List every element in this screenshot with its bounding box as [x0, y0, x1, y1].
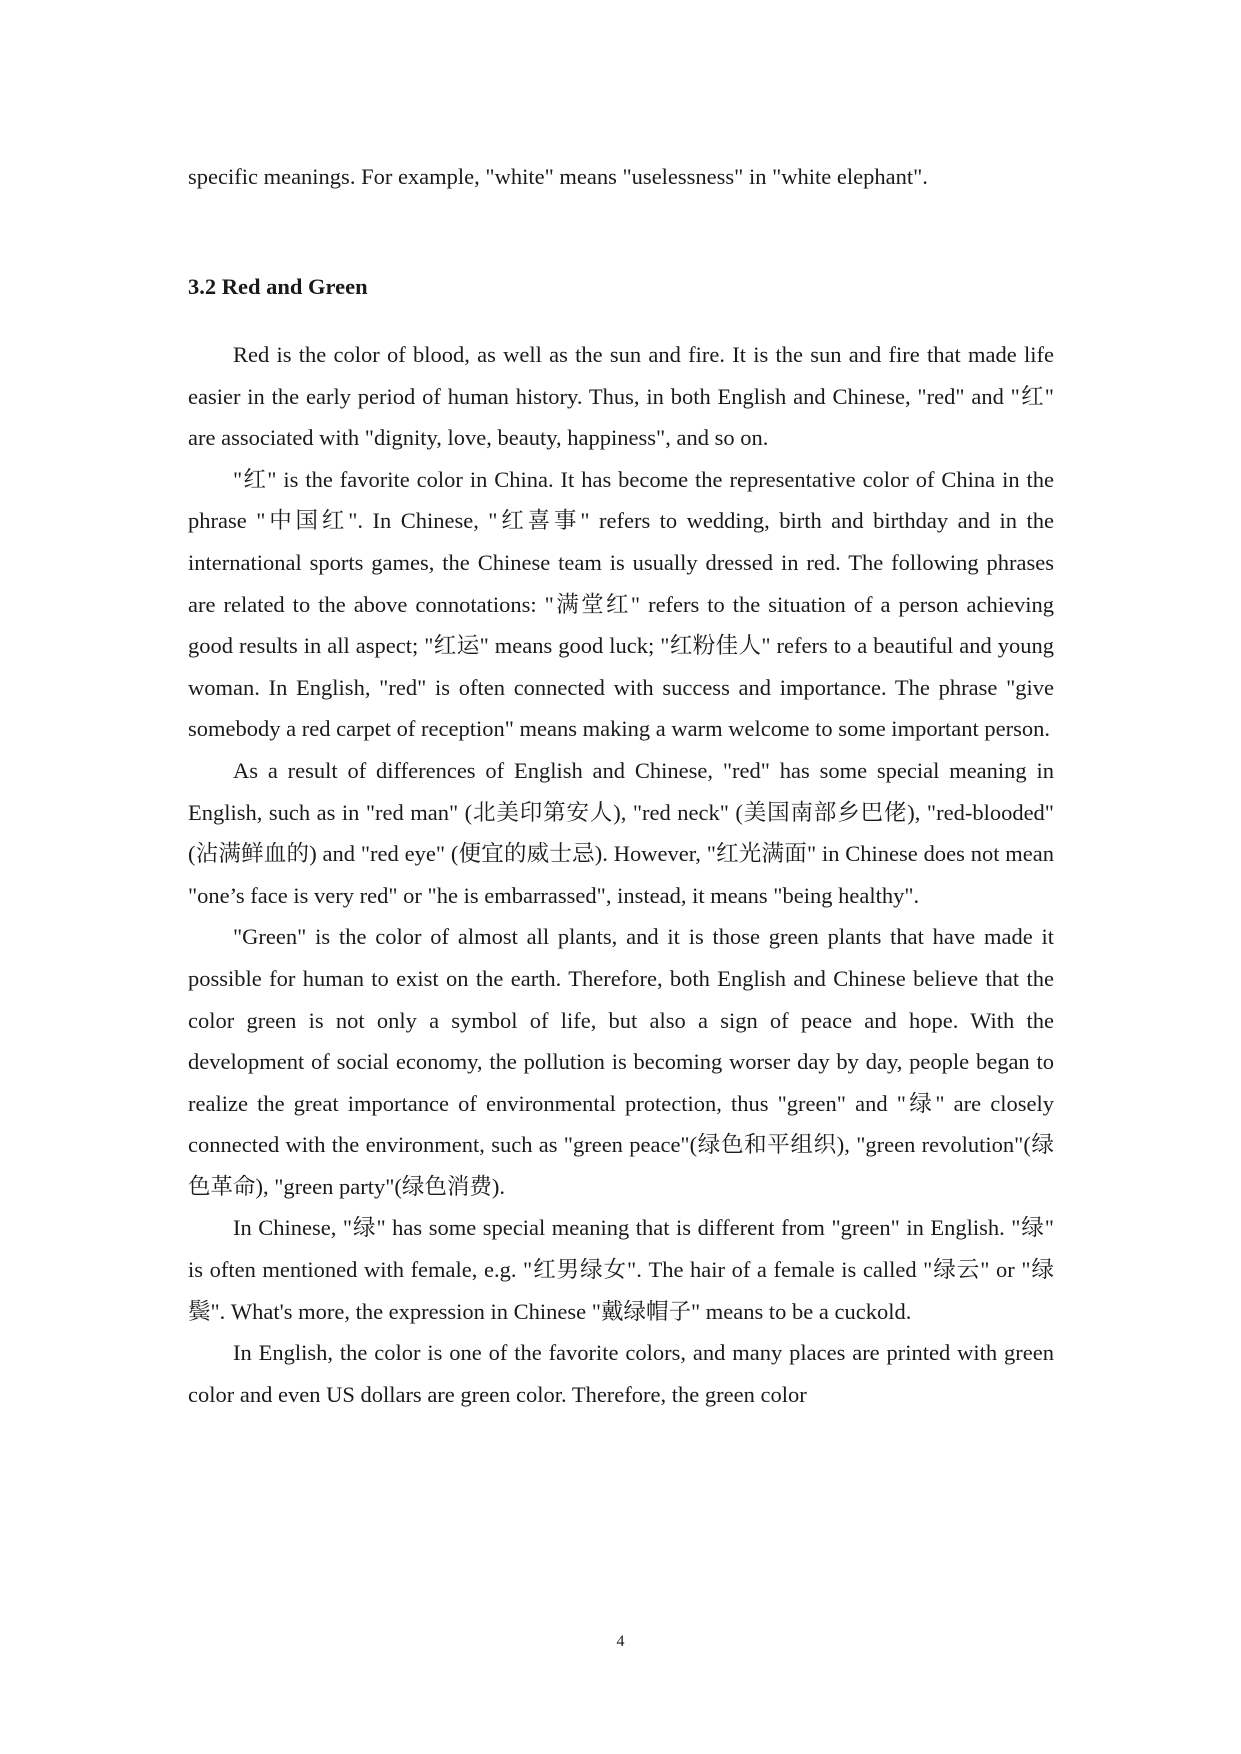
page-number: 4: [616, 1633, 625, 1650]
carry-over-text: [188, 156, 1054, 198]
paragraph: In English, the color is one of the favorite colors, and many places are printed with green color and even US dollars are green color. Therefore, the green color: [188, 1340, 1054, 1407]
paragraph: Red is the color of blood, as well as the sun and fire. It is the sun and fire that made life easier in the early period of human history. Thus, in both English and Chinese, "red" and "红" are associated with "dignity, love, beauty, happiness", and so on.: [188, 342, 1054, 451]
carry-over-paragraph: specific meanings. For example, "white" means "uselessness" in "white elephant".: [188, 164, 928, 189]
paragraph: As a result of differences of English and Chinese, "red" has some special meaning in English, such as in "red man" (北美印第安人), "red neck" (美国南部乡巴佬), "red-blooded" (沾满鲜血的) and "red eye" (便宜的威士忌). However, "红光满面" in Chinese does not mean "one’s face is very red" or "he is embarrassed", instead, it means "being healthy".: [188, 757, 1054, 908]
paragraph: "Green" is the color of almost all plants, and it is those green plants that have made it possible for human to exist on the earth. Therefore, both English and Chinese believe that the color green is not only a symbol of life, but also a sign of peace and hope. With the development of social economy, the pollution is becoming worser day by day, people began to realize the great importance of environmental protection, thus "green" and "绿" are closely connected with the environment, such as "green peace"(绿色和平组织), "green revolution"(绿色革命), "green party"(绿色消费).: [188, 924, 1054, 1199]
paragraph: In Chinese, "绿" has some special meaning that is different from "green" in English. "绿" is often mentioned with female, e.g. "红男绿女". The hair of a female is called "绿云" or "绿鬓". What's more, the expression in Chinese "戴绿帽子" means to be a cuckold.: [188, 1215, 1054, 1324]
section-heading: 3.2 Red and Green: [188, 274, 368, 299]
paragraph: "红" is the favorite color in China. It has become the representative color of China in the phrase "中国红". In Chinese, "红喜事" refers to wedding, birth and birthday and in the international sports games, the Chinese team is usually dressed in red. The following phrases are related to the above connotations: "满堂红" refers to the situation of a person achieving good results in all aspect; "红运" means good luck; "红粉佳人" refers to a beautiful and young woman. In English, "red" is often connected with success and importance. The phrase "give somebody a red carpet of reception" means making a warm welcome to some important person.: [188, 466, 1054, 742]
section-body: [188, 334, 1054, 1415]
